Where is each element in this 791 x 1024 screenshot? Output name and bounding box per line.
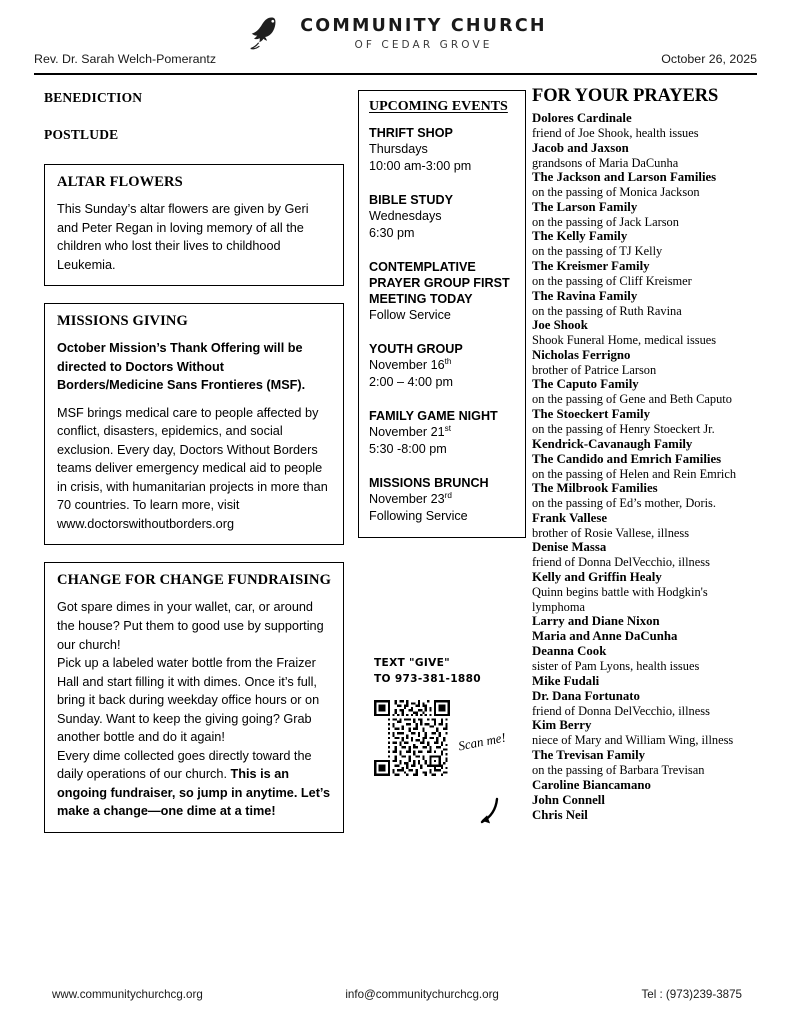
- missions-giving-panel: [44, 303, 344, 545]
- event-item: [369, 259, 515, 324]
- event-day-ordinal: th: [444, 357, 452, 367]
- upcoming-events-list: [369, 125, 515, 525]
- event-day-ordinal: rd: [444, 491, 452, 501]
- prayer-note: on the passing of Barbara Trevisan: [532, 763, 705, 777]
- event-name: BIBLE STUDY: [369, 192, 453, 207]
- prayer-note: on the passing of Cliff Kreismer: [532, 274, 692, 288]
- event-item: [369, 475, 515, 525]
- for-your-prayers-title: FOR YOUR PRAYERS: [532, 86, 719, 106]
- prayer-note: brother of Rosie Vallese, illness: [532, 525, 690, 540]
- missions-giving-title: MISSIONS GIVING: [57, 313, 188, 330]
- right-column: [532, 86, 760, 823]
- prayer-name: Nicholas Ferrigno: [532, 347, 631, 362]
- left-column: [44, 90, 344, 850]
- middle-column: [358, 90, 526, 538]
- prayer-name: Chris Neil: [532, 807, 588, 822]
- church-logo: [244, 12, 546, 56]
- change-for-change-para-3-plain: Every dime collected goes directly toward the daily operations of our church.: [57, 748, 312, 782]
- prayer-note: brother of Patrice Larson: [532, 362, 657, 377]
- footer-email[interactable]: info@communitychurchcg.org: [345, 988, 499, 1001]
- prayer-note: on the passing of Henry Stoeckert Jr.: [532, 421, 715, 436]
- prayer-note: Quinn begins battle with Hodgkin's lymphoma: [532, 584, 708, 614]
- prayer-name: John Connell: [532, 792, 605, 807]
- text-to-give-block: [374, 655, 524, 776]
- prayer-note: on the passing of Ruth Ravina: [532, 303, 682, 318]
- event-name: YOUTH GROUP: [369, 341, 463, 356]
- prayer-name: Mike Fudali: [532, 673, 600, 688]
- event-day: November 23rd: [369, 491, 452, 507]
- service-item-benediction: BENEDICTION: [44, 90, 143, 105]
- prayer-name: Caroline Biancamano: [532, 777, 651, 792]
- upcoming-events-title: UPCOMING EVENTS: [369, 99, 508, 114]
- qr-row: [374, 700, 524, 776]
- prayer-name: The Candido and Emrich Families: [532, 451, 722, 466]
- dove-icon: [244, 12, 288, 56]
- prayer-name: Kelly and Griffin Healy: [532, 569, 662, 584]
- event-time: 2:00 – 4:00 pm: [369, 375, 454, 390]
- event-item: [369, 408, 515, 458]
- event-time: 5:30 -8:00 pm: [369, 442, 447, 457]
- prayer-name: Dolores Cardinale: [532, 111, 632, 125]
- event-day: Wednesdays: [369, 208, 442, 223]
- prayer-note: sister of Pam Lyons, health issues: [532, 659, 700, 674]
- prayer-name: The Ravina Family: [532, 288, 638, 303]
- header-row: [34, 52, 757, 66]
- qr-code-icon[interactable]: [374, 700, 450, 776]
- logo-wordmark-secondary: OF CEDAR GROVE: [354, 38, 493, 51]
- prayer-name: Jacob and Jaxson: [532, 140, 629, 155]
- prayer-name: The Kelly Family: [532, 229, 628, 244]
- prayer-name: Denise Massa: [532, 540, 607, 555]
- prayer-note: Shook Funeral Home, medical issues: [532, 333, 717, 348]
- prayer-name: Kendrick-Cavanaugh Family: [532, 436, 693, 451]
- missions-giving-body: MSF brings medical care to people affected by conflict, disasters, epidemics, and social exclusion. Every day, Doctors Without Borders teams deliver emergency medical aid to people in crisis, with humanitarian projects in more than 70 countries. To learn more, visit www.doctorswithoutborders.org: [57, 405, 328, 531]
- prayer-note: friend of Joe Shook, health issues: [532, 126, 699, 141]
- event-name: THRIFT SHOP: [369, 126, 453, 140]
- prayer-name: Larry and Diane Nixon: [532, 614, 660, 629]
- event-day: November 21st: [369, 424, 451, 440]
- altar-flowers-title: ALTAR FLOWERS: [57, 174, 183, 190]
- prayer-name: The Stoeckert Family: [532, 406, 650, 421]
- text-give-label: TEXT "GIVE": [374, 657, 450, 669]
- missions-giving-lead: October Mission’s Thank Offering will be directed to Doctors Without Borders/Medicine Sans Frontieres (MSF).: [57, 341, 306, 393]
- prayer-note: on the passing of Monica Jackson: [532, 185, 700, 200]
- service-item-postlude: POSTLUDE: [44, 127, 119, 142]
- prayer-name: Joe Shook: [532, 318, 588, 333]
- prayer-name: The Jackson and Larson Families: [532, 170, 717, 185]
- prayer-name: The Kreismer Family: [532, 258, 650, 273]
- prayer-name: Maria and Anne DaCunha: [532, 629, 678, 644]
- change-for-change-panel: [44, 562, 344, 832]
- event-name: FAMILY GAME NIGHT: [369, 408, 498, 423]
- upcoming-events-box: [358, 90, 526, 538]
- event-item: [369, 125, 515, 175]
- prayer-name: Dr. Dana Fortunato: [532, 688, 640, 703]
- prayer-name: Deanna Cook: [532, 644, 607, 659]
- prayer-name: The Trevisan Family: [532, 747, 646, 762]
- change-for-change-para-2: Pick up a labeled water bottle from the Fraizer Hall and start filling it with dimes. Once it’s full, bring it back during weekday office hours or on Sunday. Want to keep the giving going? Grab another bottle and do it again!: [57, 656, 320, 745]
- pastor-name: Rev. Dr. Sarah Welch-Pomerantz: [34, 52, 217, 66]
- event-name: CONTEMPLATIVE PRAYER GROUP FIRST MEETING TODAY: [369, 259, 510, 306]
- event-day: Thursdays: [369, 142, 428, 157]
- footer-website[interactable]: www.communitychurchcg.org: [52, 988, 203, 1001]
- prayer-name: Frank Vallese: [532, 510, 608, 525]
- change-for-change-para-1: Got spare dimes in your wallet, car, or around the house? Put them to good use by supporting our church!: [57, 600, 324, 652]
- altar-flowers-body: This Sunday’s altar flowers are given by Geri and Peter Regan in loving memory of all the children who lost their lives to childhood Leukemia.: [57, 202, 309, 272]
- text-give-number[interactable]: TO 973-381-1880: [374, 673, 481, 686]
- prayer-note: friend of Donna DelVecchio, illness: [532, 703, 710, 718]
- prayer-list: [532, 111, 760, 823]
- event-item: [369, 192, 515, 242]
- event-time: 6:30 pm: [369, 225, 415, 240]
- logo-wordmark-primary: COMMUNITY CHURCH: [300, 16, 547, 36]
- prayer-note: grandsons of Maria DaCunha: [532, 155, 679, 170]
- event-day-ordinal: st: [444, 424, 451, 434]
- prayer-name: The Larson Family: [532, 199, 638, 214]
- altar-flowers-panel: [44, 164, 344, 286]
- event-day: Follow Service: [369, 308, 451, 323]
- footer-phone: Tel : (973)239-3875: [641, 988, 742, 1001]
- scan-me-label: Scan me!: [456, 729, 507, 754]
- event-name: MISSIONS BRUNCH: [369, 476, 489, 491]
- prayer-name: Kim Berry: [532, 718, 592, 733]
- prayer-note: on the passing of TJ Kelly: [532, 244, 663, 259]
- prayer-note: on the passing of Gene and Beth Caputo: [532, 392, 732, 407]
- footer: [52, 988, 742, 1001]
- bulletin-date: October 26, 2025: [661, 52, 757, 66]
- prayer-name: The Milbrook Families: [532, 481, 658, 496]
- prayer-note: on the passing of Ed’s mother, Doris.: [532, 496, 716, 511]
- prayer-note: on the passing of Helen and Rein Emrich: [532, 466, 737, 481]
- event-day: November 16th: [369, 357, 452, 373]
- change-for-change-para-3-bold: This is an ongoing fundraiser, so jump in anytime. Let’s make a change—one dime at a time!: [57, 767, 331, 819]
- prayer-note: niece of Mary and William Wing, illness: [532, 733, 734, 748]
- event-time: Following Service: [369, 509, 468, 524]
- prayer-name: The Caputo Family: [532, 377, 639, 392]
- event-time: 10:00 am-3:00 pm: [369, 158, 472, 173]
- change-for-change-para-3: [57, 747, 331, 821]
- prayer-note: on the passing of Jack Larson: [532, 214, 679, 229]
- event-item: [369, 341, 515, 391]
- change-for-change-title: CHANGE FOR CHANGE FUNDRAISING: [57, 572, 331, 589]
- header-divider: [34, 73, 757, 75]
- prayer-note: friend of Donna DelVecchio, illness: [532, 555, 710, 570]
